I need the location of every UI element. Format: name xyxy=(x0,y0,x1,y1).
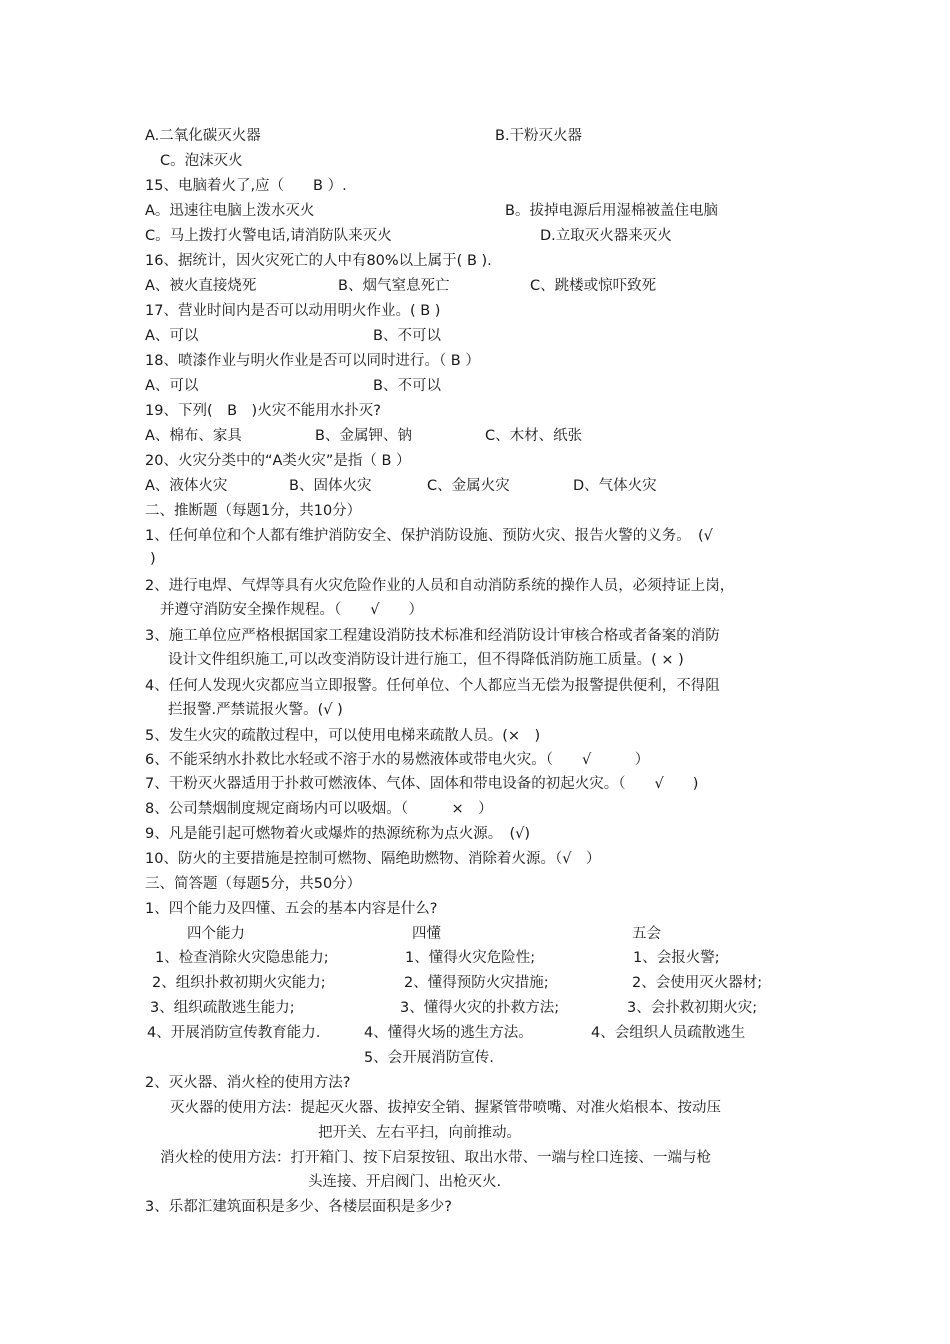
q18-question: 18、喷漆作业与明火作业是否可以同时进行。（ B ） xyxy=(145,353,480,369)
column-header: 四懂 xyxy=(412,926,441,942)
q20-question: 20、火灾分类中的“A类火灾”是指（ B ） xyxy=(145,453,411,469)
judgment-3-line2: 设计文件组织施工,可以改变消防设计进行施工，但不得降低消防施工质量。( × ) xyxy=(168,652,684,668)
understanding-item: 1、懂得火灾危险性; xyxy=(405,950,536,966)
section-heading: 二、推断题（每题1分，共10分） xyxy=(145,503,362,519)
q20-option-b: B、固体火灾 xyxy=(289,478,372,494)
judgment-9: 9、凡是能引起可燃物着火或爆炸的热源统称为点火源。 (√) xyxy=(145,826,531,842)
hydrant-usage-line2: 头连接、开启阀门、出枪灭火. xyxy=(308,1174,502,1190)
understanding-item: 4、懂得火场的逃生方法。 xyxy=(364,1025,533,1041)
q16-question: 16、据统计，因火灾死亡的人中有80%以上属于( B ). xyxy=(145,253,492,269)
q14-option-c: C。泡沫灭火 xyxy=(160,153,243,169)
judgment-6: 6、不能采纳水扑救比水轻或不溶于水的易燃液体或带电火灾。（ √ ） xyxy=(145,752,650,768)
q18-option-a: A、可以 xyxy=(145,378,199,394)
skill-item: 3、会扑救初期火灾; xyxy=(627,1000,758,1016)
judgment-2-line1: 2、进行电焊、气焊等具有火灾危险作业的人员和自动消防系统的操作人员，必须持证上岗， xyxy=(145,578,735,594)
judgment-1-line1: 1、任何单位和个人都有维护消防安全、保护消防设施、预防火灾、报告火警的义务。 (√ xyxy=(145,528,713,544)
skill-item: 5、会开展消防宣传. xyxy=(364,1050,494,1066)
q15-option-b: B。拔掉电源后用湿棉被盖住电脑 xyxy=(505,203,718,219)
judgment-8: 8、公司禁烟制度规定商场内可以吸烟。（ × ） xyxy=(145,801,493,817)
section-heading: 三、简答题（每题5分，共50分） xyxy=(145,876,362,892)
hydrant-usage-line1: 消火栓的使用方法：打开箱门、按下启泵按钮、取出水带、一端与栓口连接、一端与枪 xyxy=(160,1150,711,1166)
q15-question: 15、电脑着火了,应（ B ）. xyxy=(145,178,347,194)
q20-option-c: C、金属火灾 xyxy=(427,478,510,494)
judgment-1-line2: ) xyxy=(150,551,156,567)
ability-item: 2、组织扑救初期火灾能力; xyxy=(152,975,326,991)
q19-option-b: B、金属钾、钠 xyxy=(315,428,412,444)
short-answer-2-question: 2、灭火器、消火栓的使用方法? xyxy=(145,1075,351,1091)
q16-option-a: A、被火直接烧死 xyxy=(145,278,257,294)
ability-item: 3、组织疏散逃生能力; xyxy=(150,1000,295,1016)
q15-option-a: A。迅速往电脑上泼水灭火 xyxy=(145,203,315,219)
q19-option-a: A、棉布、家具 xyxy=(145,428,242,444)
q15-option-c: C。马上拨打火警电话,请消防队来灭火 xyxy=(145,228,392,244)
judgment-3-line1: 3、施工单位应严格根据国家工程建设消防技术标准和经消防设计审核合格或者备案的消防 xyxy=(145,628,720,644)
skill-item: 4、会组织人员疏散逃生 xyxy=(591,1025,746,1041)
extinguisher-usage-line2: 把开关、左右平扫，向前推动。 xyxy=(318,1125,521,1141)
q17-option-a: A、可以 xyxy=(145,328,199,344)
ability-item: 1、检查消除火灾隐患能力; xyxy=(155,950,329,966)
ability-item: 4、开展消防宣传教育能力. xyxy=(147,1025,321,1041)
q20-option-d: D、气体火灾 xyxy=(573,478,657,494)
q20-option-a: A、液体火灾 xyxy=(145,478,228,494)
extinguisher-usage-line1: 灭火器的使用方法：提起灭火器、拔掉安全销、握紧管带喷嘴、对准火焰根本、按动压 xyxy=(170,1100,721,1116)
column-header: 五会 xyxy=(632,926,661,942)
q17-option-b: B、不可以 xyxy=(373,328,441,344)
q14-option-a: A.二氧化碳灭火器 xyxy=(145,128,261,144)
skill-item: 1、会报火警; xyxy=(633,950,720,966)
understanding-item: 3、懂得火灾的扑救方法; xyxy=(400,1000,560,1016)
q19-question: 19、下列( B )火灾不能用水扑灭? xyxy=(145,403,381,419)
q14-option-b: B.干粉灭火器 xyxy=(495,128,583,144)
q19-option-c: C、木材、纸张 xyxy=(485,428,583,444)
q18-option-b: B、不可以 xyxy=(373,378,441,394)
judgment-10: 10、防火的主要措施是控制可燃物、隔绝助燃物、消除着火源。（√ ） xyxy=(145,851,601,867)
q17-question: 17、营业时间内是否可以动用明火作业。( B ) xyxy=(145,303,441,319)
judgment-7: 7、干粉灭火器适用于扑救可燃液体、气体、固体和带电设备的初起火灾。（ √ ) xyxy=(145,776,699,792)
judgment-4-line2: 拦报警.严禁谎报火警。(√ ) xyxy=(168,702,343,718)
judgment-5: 5、发生火灾的疏散过程中，可以使用电梯来疏散人员。(× ) xyxy=(145,728,541,744)
understanding-item: 2、懂得预防火灾措施; xyxy=(404,975,549,991)
q15-option-d: D.立取灭火器来灭火 xyxy=(540,228,672,244)
judgment-2-line2: 并遵守消防安全操作规程。（ √ ） xyxy=(160,602,423,618)
q16-option-c: C、跳楼或惊吓致死 xyxy=(530,278,657,294)
short-answer-1-question: 1、四个能力及四懂、五会的基本内容是什么? xyxy=(145,901,438,917)
skill-item: 2、会使用灭火器材; xyxy=(632,975,763,991)
judgment-4-line1: 4、任何人发现火灾都应当立即报警。任何单位、个人都应当无偿为报警提供便利，不得阻 xyxy=(145,678,720,694)
q16-option-b: B、烟气窒息死亡 xyxy=(338,278,450,294)
column-header: 四个能力 xyxy=(187,926,245,942)
short-answer-3-question: 3、乐都汇建筑面积是多少、各楼层面积是多少? xyxy=(145,1199,452,1215)
